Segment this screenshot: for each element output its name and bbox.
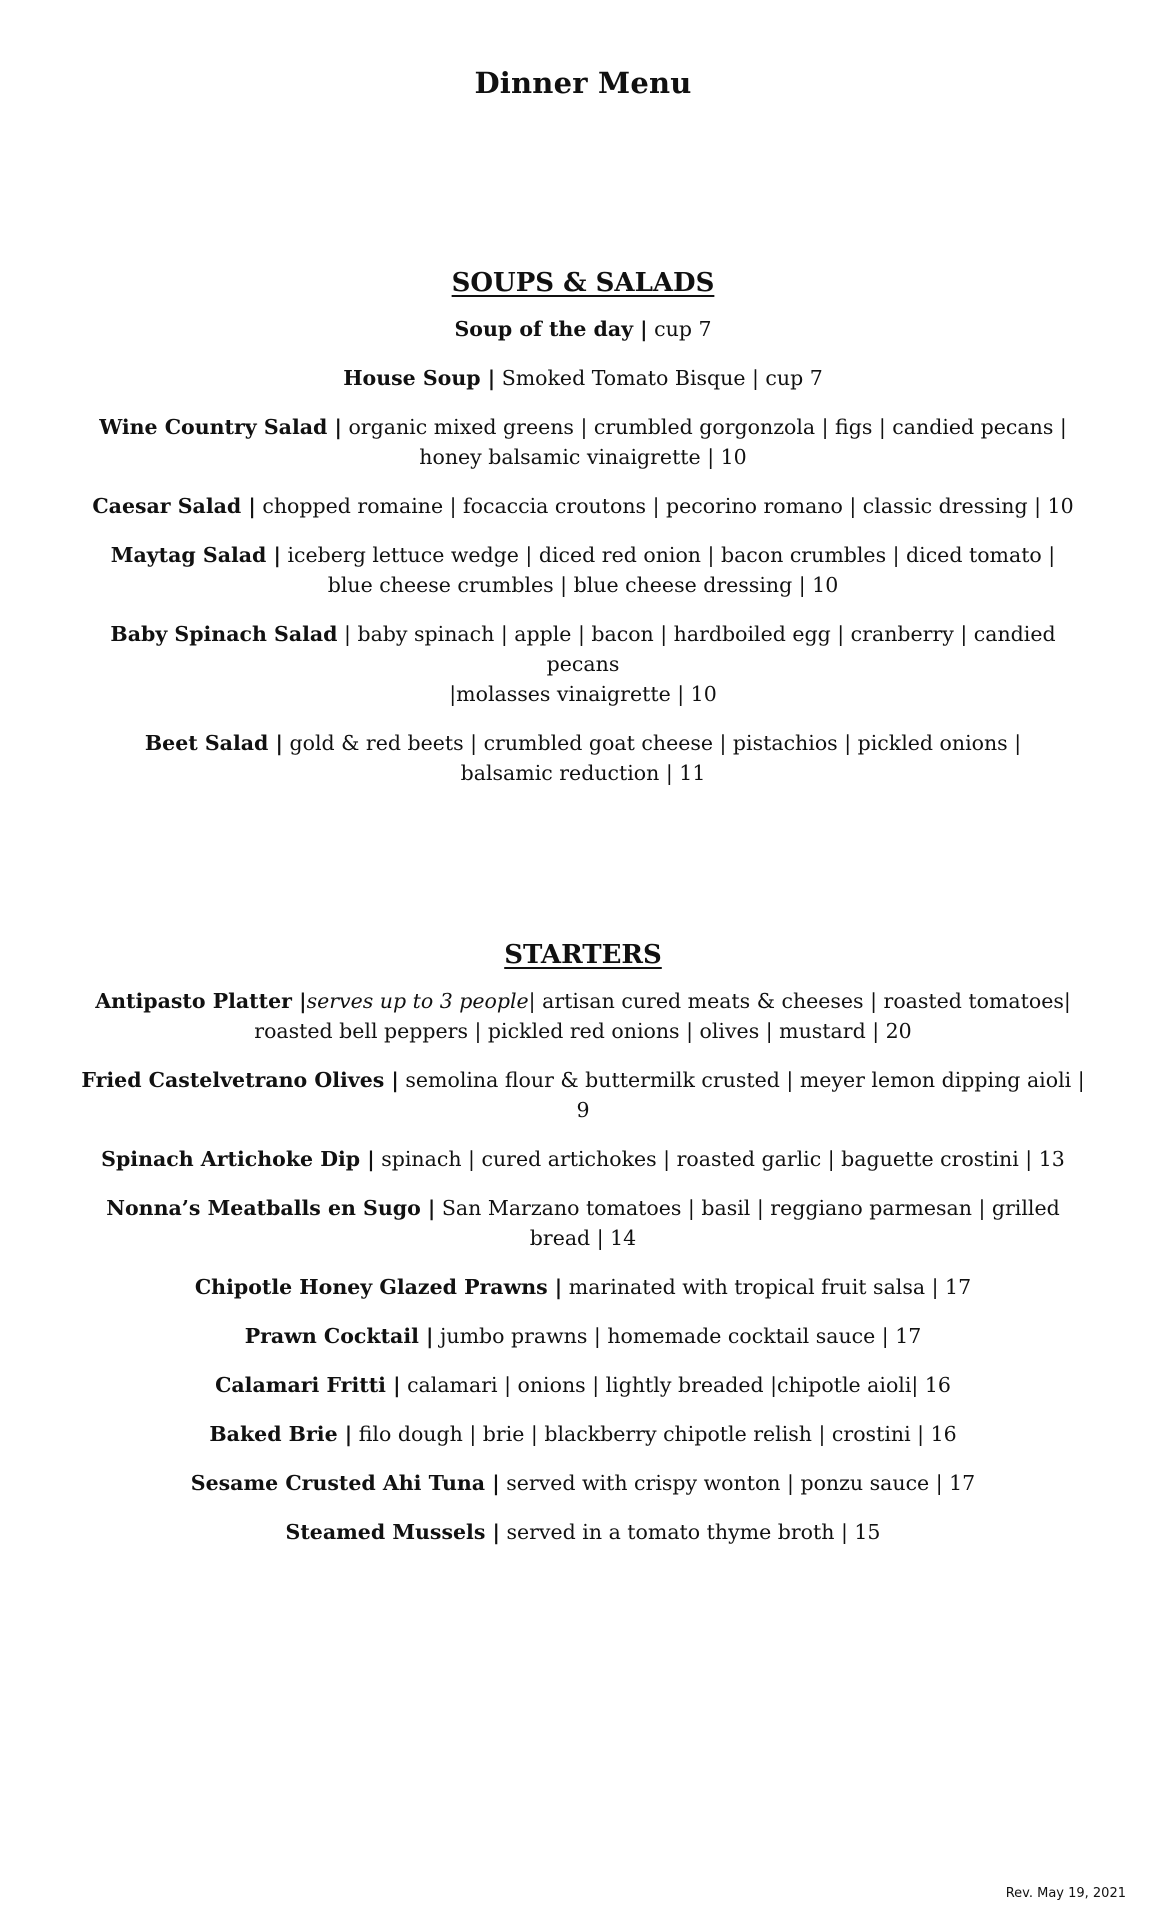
item-description: gold & red beets | crumbled goat cheese | pistachios | pickled onions |	[282, 731, 1022, 755]
item-name: Baked Brie |	[209, 1422, 353, 1446]
item-name: Beet Salad |	[144, 731, 283, 755]
menu-item-soup-of-the-day	[80, 314, 1086, 344]
item-name: Antipasto Platter |	[95, 989, 307, 1013]
item-name: Steamed Mussels |	[285, 1520, 500, 1544]
item-name: Sesame Crusted Ahi Tuna |	[190, 1471, 500, 1495]
item-serving-note: serves up to 3 people	[306, 989, 529, 1013]
item-name: Soup of the day |	[454, 317, 648, 341]
menu-item-maytag-salad	[80, 540, 1086, 600]
item-description: chopped romaine | focaccia croutons | pecorino romano | classic dressing | 10	[255, 494, 1074, 518]
menu-item-fried-castelvetrano-olives	[80, 1065, 1086, 1125]
item-description-cont: roasted bell peppers | pickled red onions | olives | mustard | 20	[254, 1019, 912, 1043]
menu-item-caesar-salad	[80, 491, 1086, 521]
item-description-cont: balsamic reduction | 11	[460, 761, 706, 785]
menu-item-beet-salad	[80, 728, 1086, 788]
section-heading-soups-salads: SOUPS & SALADS	[451, 268, 715, 298]
item-description: Smoked Tomato Bisque | cup 7	[495, 366, 823, 390]
item-name: Spinach Artichoke Dip |	[101, 1147, 375, 1171]
item-description: San Marzano tomatoes | basil | reggiano parmesan | grilled bread | 14	[435, 1196, 1060, 1250]
page-title: Dinner Menu	[474, 66, 692, 100]
menu-item-prawn-cocktail	[80, 1321, 1086, 1351]
item-description: jumbo prawns | homemade cocktail sauce | 17	[433, 1324, 922, 1348]
item-name: Maytag Salad |	[110, 543, 281, 567]
item-description-cont: honey balsamic vinaigrette | 10	[419, 445, 747, 469]
item-description-cont: blue cheese crumbles | blue cheese dressing | 10	[327, 573, 839, 597]
item-name: Chipotle Honey Glazed Prawns |	[194, 1275, 563, 1299]
item-description: | artisan cured meats & cheeses | roasted tomatoes|	[528, 989, 1071, 1013]
menu-item-nonnas-meatballs	[80, 1193, 1086, 1253]
item-description: served in a tomato thyme broth | 15	[499, 1520, 881, 1544]
item-description: organic mixed greens | crumbled gorgonzola | figs | candied pecans |	[341, 415, 1067, 439]
soups-salads-section	[80, 266, 1086, 807]
item-name: House Soup |	[343, 366, 496, 390]
item-name: Nonna’s Meatballs en Sugo |	[106, 1196, 436, 1220]
item-description: | baby spinach | apple | bacon | hardboiled egg | cranberry | candied pecans	[337, 622, 1056, 676]
menu-item-sesame-crusted-ahi-tuna	[80, 1468, 1086, 1498]
item-description: cup 7	[647, 317, 712, 341]
menu-item-baked-brie	[80, 1419, 1086, 1449]
item-description: iceberg lettuce wedge | diced red onion | bacon crumbles | diced tomato |	[280, 543, 1056, 567]
menu-item-house-soup	[80, 363, 1086, 393]
item-description: served with crispy wonton | ponzu sauce | 17	[499, 1471, 976, 1495]
starters-section	[80, 938, 1086, 1566]
item-name: Prawn Cocktail |	[244, 1324, 434, 1348]
item-description-cont: |molasses vinaigrette | 10	[449, 682, 717, 706]
item-description: semolina flour & buttermilk crusted | meyer lemon dipping aioli | 9	[398, 1068, 1085, 1122]
menu-item-antipasto-platter	[80, 986, 1086, 1046]
item-name: Baby Spinach Salad	[110, 622, 338, 646]
menu-item-chipotle-honey-glazed-prawns	[80, 1272, 1086, 1302]
menu-item-wine-country-salad	[80, 412, 1086, 472]
revision-date: Rev. May 19, 2021	[1005, 1886, 1126, 1901]
item-description: calamari | onions | lightly breaded |chipotle aioli| 16	[400, 1373, 951, 1397]
section-heading-starters: STARTERS	[504, 940, 662, 970]
menu-item-steamed-mussels	[80, 1517, 1086, 1547]
item-name: Calamari Fritti |	[215, 1373, 401, 1397]
menu-item-baby-spinach-salad	[80, 619, 1086, 709]
item-description: marinated with tropical fruit salsa | 17	[562, 1275, 972, 1299]
menu-item-calamari-fritti	[80, 1370, 1086, 1400]
item-name: Fried Castelvetrano Olives |	[81, 1068, 399, 1092]
item-description: filo dough | brie | blackberry chipotle relish | crostini | 16	[352, 1422, 957, 1446]
item-description: spinach | cured artichokes | roasted garlic | baguette crostini | 13	[374, 1147, 1065, 1171]
menu-item-spinach-artichoke-dip	[80, 1144, 1086, 1174]
item-name: Wine Country Salad |	[99, 415, 342, 439]
item-name: Caesar Salad |	[92, 494, 256, 518]
